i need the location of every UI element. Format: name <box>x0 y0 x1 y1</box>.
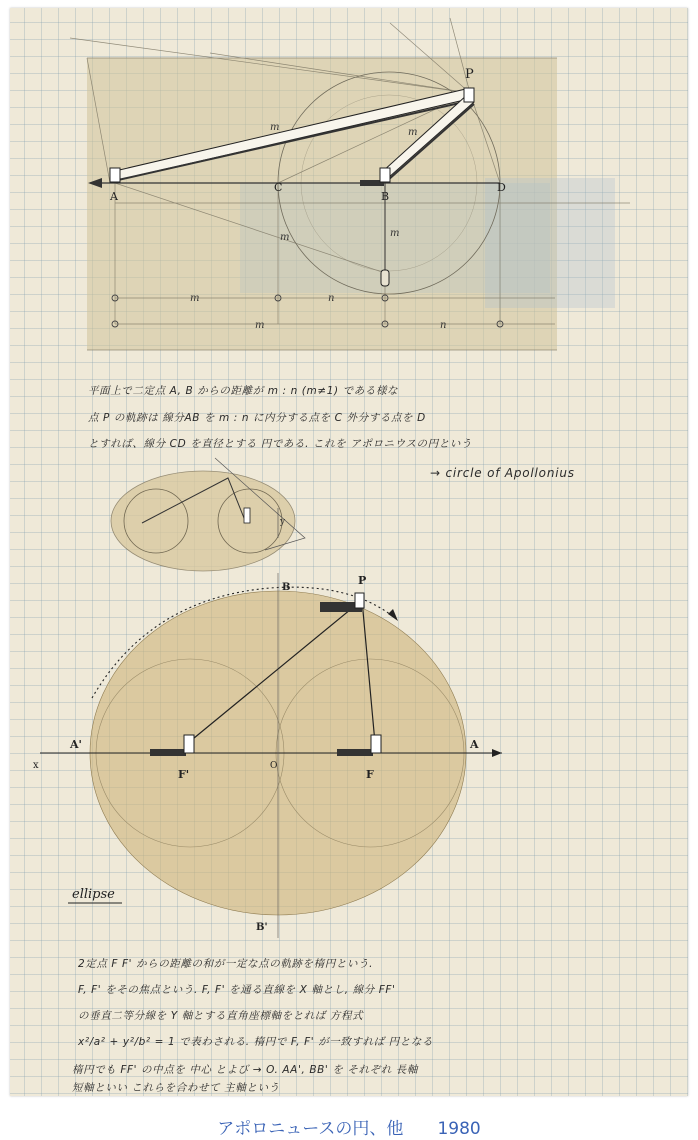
label-point-p2: P <box>358 574 367 587</box>
caption <box>0 1114 698 1139</box>
ellipse-sketch <box>111 458 305 571</box>
label-m: m <box>270 122 280 133</box>
graph-paper-sheet <box>10 8 688 1096</box>
label-point-c: C <box>274 181 283 194</box>
label-point-b-prime: B' <box>256 922 268 933</box>
caption-year: 1980 <box>437 1119 481 1139</box>
label-focus-f: F <box>366 768 374 781</box>
label-point-d: D <box>497 181 506 194</box>
ellipse-text-line-2: F, F' をその焦点という. F, F' を通る直線を X 軸とし, 線分 FF' <box>78 984 396 996</box>
ellipse-text-line-5: 楕円でも FF' の中点を 中心 とよび → O. AA', BB' を それぞれ 長軸 <box>72 1064 418 1076</box>
drawing-canvas <box>10 8 688 1096</box>
label-point-a2: A <box>470 738 479 751</box>
label-axis-y: y <box>280 517 286 527</box>
label-point-a: A <box>110 190 118 203</box>
label-ellipse: ellipse <box>72 887 115 902</box>
apollonius-text-line-3: とすれば、線分 CD を直径とする 円である. これを アポロニウスの円という <box>88 438 473 450</box>
ellipse-diagram <box>33 573 502 938</box>
label-axis-x: x <box>33 760 39 771</box>
label-m: m <box>280 232 290 243</box>
label-m: m <box>408 127 418 138</box>
ellipse-text-line-3: の垂直二等分線を Y 軸とする直角座標軸をとれば 方程式 <box>78 1010 364 1022</box>
label-focus-f-prime: F' <box>178 768 190 781</box>
ellipse-text-line-1: 2定点 F F' からの距離の和が一定な点の軌跡を楕円という. <box>78 958 374 970</box>
label-point-b2: B <box>282 582 291 593</box>
label-origin: O <box>270 761 278 771</box>
label-m: m <box>190 293 200 304</box>
label-m: m <box>255 320 265 331</box>
apollonius-text-line-2: 点 P の軌跡は 線分AB を m : n に内分する点を C 外分する点を D <box>88 412 426 424</box>
ellipse-text-line-4: x²/a² + y²/b² = 1 で表わされる. 楕円で F, F' が一致すれば 円となる <box>78 1036 434 1048</box>
label-point-p: P <box>465 67 474 82</box>
wash-blue-right <box>485 178 615 308</box>
label-m: m <box>390 228 400 239</box>
label-point-a-prime: A' <box>70 738 82 751</box>
label-n: n <box>328 293 335 304</box>
label-point-b: B <box>381 190 390 203</box>
apollonius-diagram <box>70 18 630 350</box>
circle-of-apollonius-label: → circle of Apollonius <box>430 466 575 480</box>
label-n: n <box>440 320 447 331</box>
caption-title: アポロニュースの円、他 <box>217 1119 404 1139</box>
ellipse-text-line-6: 短軸といい これらを合わせて 主軸という <box>72 1082 280 1094</box>
apollonius-text-line-1: 平面上で二定点 A, B からの距離が m : n (m≠1) である様な <box>88 385 399 397</box>
